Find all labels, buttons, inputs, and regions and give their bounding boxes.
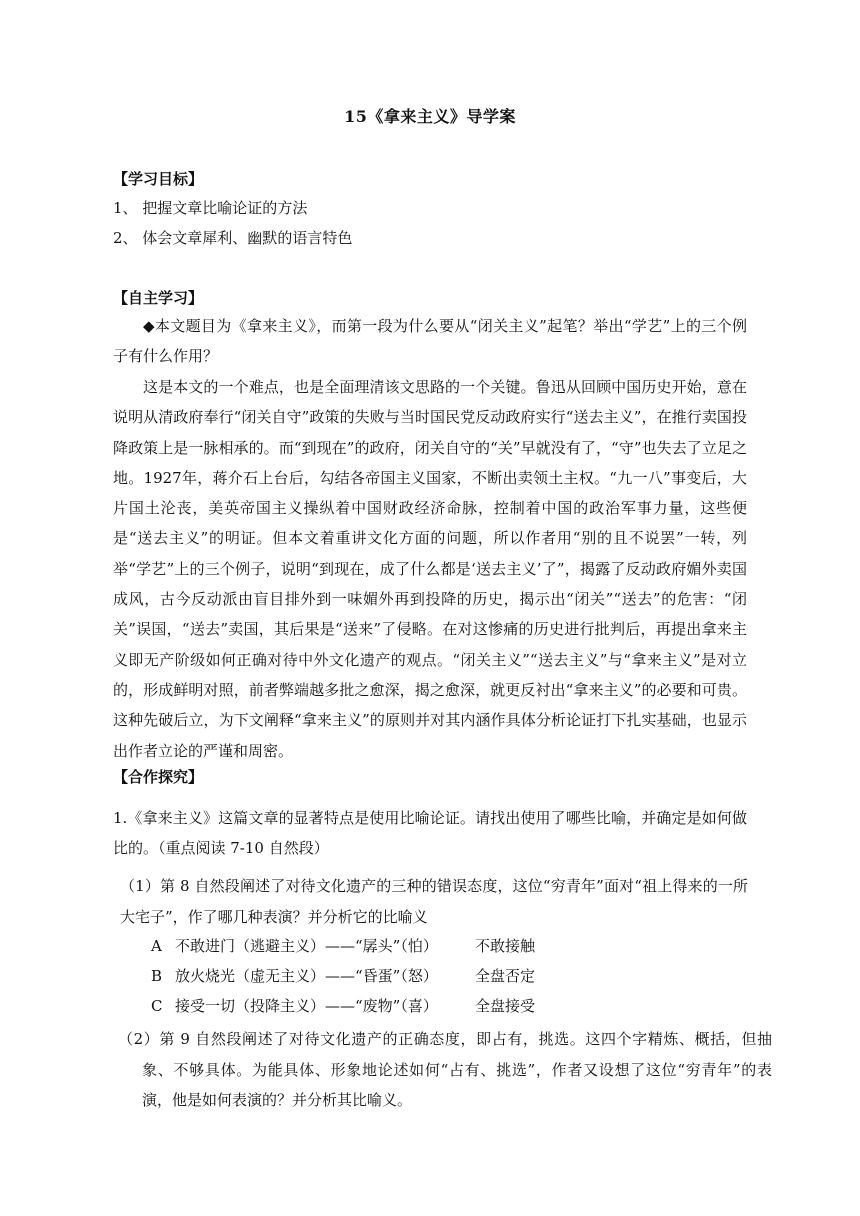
inquiry-question-1: 1.《拿来主义》这篇文章的显著特点是使用比喻论证。请找出使用了哪些比喻，并确定是如何做比的。（重点阅读 7-10 自然段） [113, 809, 747, 858]
inquiry-subquestion-1: （1）第 8 自然段阐述了对待文化遗产的三种的错误态度，这位“穷青年”面对“祖上得来的一所大宅子”，作了哪几种表演？并分析它的比喻义 [120, 877, 748, 926]
option-text: 接受一切（投降主义）——“废物”（喜） [175, 997, 438, 1015]
option-result: 全盘接受 [475, 997, 536, 1015]
inquiry-subquestion-2: （2）第 9 自然段阐述了对待文化遗产的正确态度，即占有，挑选。这四个字精炼、概括，但抽象、不够具体。为能具体、形象地论述如何“占有、挑选”，作者又设想了这位“穷青年”的表演，他是如何表演的？并分析其比喻义。 [118, 1030, 772, 1109]
option-text: 不敢进门（逃避主义）——“孱头”（怕） [175, 937, 438, 955]
option-result: 不敢接触 [475, 937, 536, 955]
option-row-b [151, 966, 535, 986]
self-study-question: ◆本文题目为《拿来主义》，而第一段为什么要从“闭关主义”起笔？举出“学艺”上的三个例子有什么作用？ [113, 317, 747, 366]
option-row-a [151, 936, 535, 956]
option-letter: B [151, 967, 163, 985]
goal-item-2: 2、 体会文章犀利、幽默的语言特色 [113, 229, 353, 247]
option-row-c [151, 996, 535, 1016]
self-study-answer: 这是本文的一个难点，也是全面理清该文思路的一个关键。鲁迅从回顾中国历史开始，意在说明从清政府奉行“闭关自守”政策的失败与当时国民党反动政府实行“送去主义”，在推行卖国投降政策上是一脉相承的。而“到现在”的政府，闭关自守的“关”早就没有了，“守”也失去了立足之地。1927年，蒋介石上台后，勾结各帝国主义国家，不断出卖领土主权。“九一八”事变后，大片国土沦丧，美英帝国主义操纵着中国财政经济命脉，控制着中国的政治军事力量，这些便是“送去主义”的明证。但本文着重讲文化方面的问题，所以作者用“别的且不说罢”一转，列举“学艺”上的三个例子，说明“到现在，成了什么都是‘送去主义’了”，揭露了反动政府媚外卖国成风，古今反动派由盲目排外到一味媚外再到投降的历史，揭示出“闭关”“送去”的危害：“闭关”误国，“送去”卖国，其后果是“送来”了侵略。在对这惨痛的历史进行批判后，再提出拿来主义即无产阶级如何正确对待中外文化遗产的观点。“闭关主义”“送去主义”与“拿来主义”是对立的，形成鲜明对照，前者弊端越多批之愈深，揭之愈深，就更反衬出“拿来主义”的必要和可贵。这种先破后立，为下文阐释“拿来主义”的原则并对其内涵作具体分析论证打下扎实基础，也显示出作者立论的严谨和周密。 [113, 378, 747, 760]
option-result: 全盘否定 [475, 967, 536, 985]
document-title: 15《拿来主义》导学案 [344, 107, 516, 126]
option-text: 放火烧光（虚无主义）——“昏蛋”（怒） [175, 967, 438, 985]
option-letter: C [151, 997, 163, 1015]
section-heading-cooperative-inquiry: 【合作探究】 [113, 768, 204, 786]
section-heading-self-study: 【自主学习】 [113, 289, 204, 307]
goal-item-1: 1、 把握文章比喻论证的方法 [113, 199, 308, 217]
section-heading-learning-goals: 【学习目标】 [113, 170, 204, 188]
option-letter: A [151, 937, 162, 955]
